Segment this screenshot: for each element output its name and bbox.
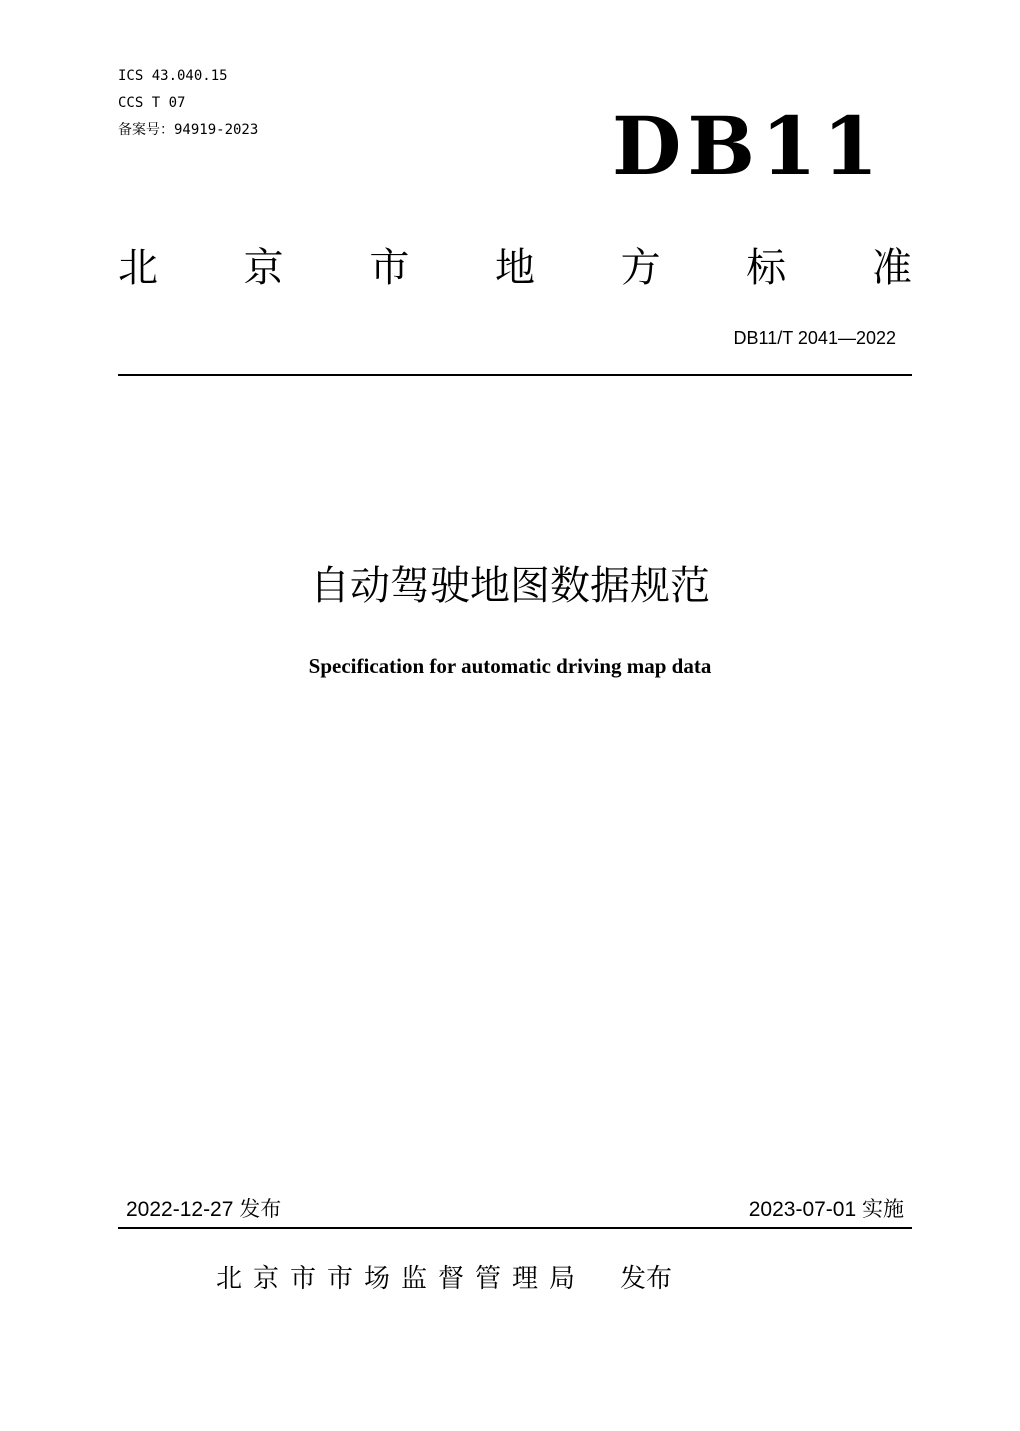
category-char: 方 [620, 245, 661, 291]
document-title-chinese: 自动驾驶地图数据规范 [310, 563, 710, 609]
record-number: 备案号：94919-2023 [118, 122, 259, 138]
publisher-line [216, 1262, 672, 1296]
standard-category-title [118, 240, 912, 296]
document-title-english: Specification for automatic driving map data [308, 654, 712, 678]
publish-label: 发布 [620, 1264, 673, 1294]
publisher-name: 北京市市场监督管理局 [216, 1264, 587, 1294]
ccs-code: CCS T 07 [118, 95, 186, 111]
ics-code: ICS 43.040.15 [118, 68, 228, 84]
issue-date: 2022-12-27 发布 [126, 1198, 282, 1221]
standard-code-mark: DB11 [612, 99, 885, 193]
standard-number: DB11/T 2041—2022 [733, 328, 896, 348]
bottom-divider [118, 1227, 912, 1229]
category-char: 北 [118, 245, 158, 291]
top-divider [118, 374, 912, 376]
category-char: 京 [243, 245, 284, 291]
category-char: 标 [746, 245, 787, 291]
implementation-date: 2023-07-01 实施 [748, 1198, 904, 1221]
category-char: 市 [369, 245, 410, 291]
category-char: 准 [871, 245, 912, 291]
category-char: 地 [494, 245, 535, 291]
